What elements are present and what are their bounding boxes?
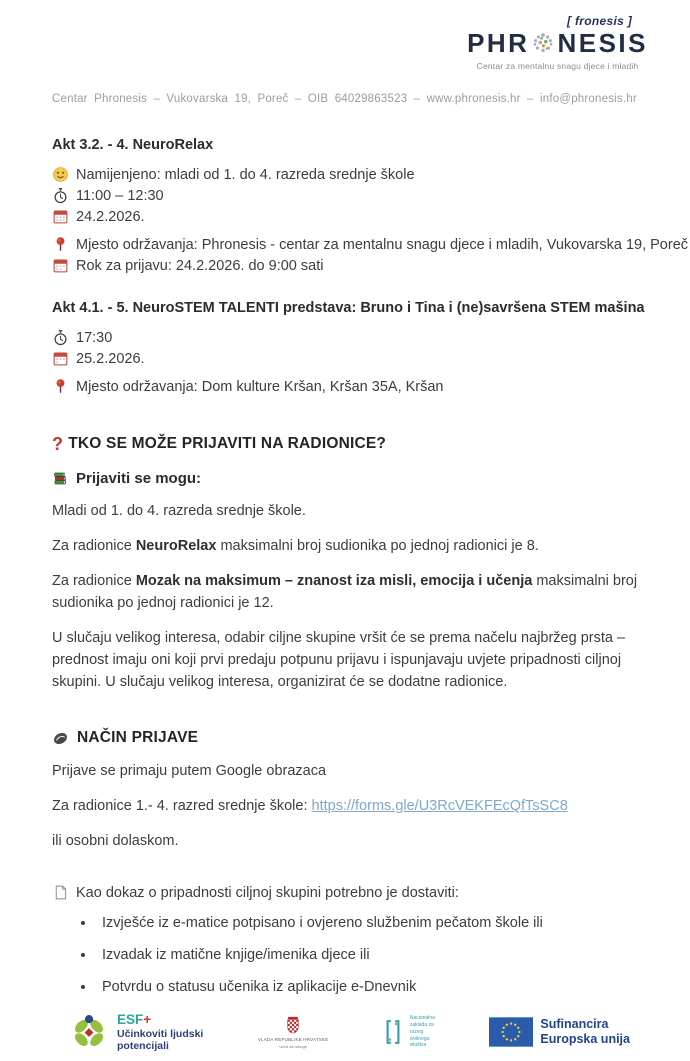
document-icon [52,884,69,901]
logo-name-right: NESIS [557,28,648,58]
list-item: • Izvadak iz matične knjige/imenika djece ili [96,947,648,963]
calendar-icon [52,208,69,225]
esf-logo [68,1011,203,1053]
event1-deadline-row [52,257,648,274]
croatia-govt-logo [258,1015,329,1049]
gov-line2: Ured za udruge [279,1044,307,1050]
clock-icon [52,329,69,346]
esf-flower-icon [68,1011,110,1053]
who-heading [52,435,648,453]
eu-line1: Sufinancira [540,1016,609,1031]
brain-icon [531,31,555,55]
who-p2-post: maksimalni broj sudionika po jednoj radionici je 8. [216,538,539,555]
logo-name [467,30,648,56]
brackets-icon [383,1018,403,1046]
zaklada-line5: društva [409,1042,427,1049]
event2-location: Mjesto održavanja: Dom kulture Kršan, Kršan 35A, Kršan [76,378,444,395]
esf-line2: potencijali [117,1040,169,1053]
calendar-icon [52,350,69,367]
calendar-icon [52,257,69,274]
apply-paragraph-2 [52,795,648,817]
esf-label [117,1012,203,1053]
who-paragraph-2 [52,535,648,557]
footer-logos [52,1011,648,1061]
esf-abbr-text: ESF [117,1011,144,1027]
list-item: • Potvrdu o statusu učenika iz aplikacije e-Dnevnik [96,979,648,995]
esf-line1: Učinkoviti ljudski [117,1027,204,1040]
zaklada-line2: zaklada za [409,1022,434,1029]
event1-audience: Namijenjeno: mladi od 1. do 4. razreda srednje škole [76,166,415,183]
apply-heading [52,729,648,747]
logo-bracket-text: [ fronesis ] [567,14,632,28]
event1-audience-row [52,166,648,183]
docs-intro-text: Kao dokaz o pripadnosti ciljnoj skupini potrebno je dostaviti: [76,884,459,901]
apply-paragraph-3: ili osobni dolaskom. [52,833,179,850]
zaklada-label [410,1015,435,1049]
who-subheading-text: Prijaviti se mogu: [76,470,202,487]
event1-time: 11:00 – 12:30 [76,187,164,204]
google-forms-link[interactable]: https://forms.gle/U3RcVEKFEcQfTsSC8 [311,798,568,815]
event2-location-row [52,378,648,395]
eu-line2: Europska unija [540,1032,630,1047]
question-icon: ? [52,434,64,454]
zaklada-line4: civilnoga [409,1035,430,1042]
books-icon [52,470,69,487]
contact-line: Centar Phronesis – Vukovarska 19, Poreč – OIB 64029863523 – www.phronesis.hr – info@phronesis.hr [52,93,637,105]
event1-title: Akt 3.2. - 4. NeuroRelax [52,137,214,153]
who-paragraph-1: Mladi od 1. do 4. razreda srednje škole. [52,503,306,519]
apply-paragraph-1: Prijave se primaju putem Google obrazaca [52,763,327,780]
eu-logo [489,1017,630,1048]
logo-name-left: PHR [467,28,530,58]
croatia-coat-icon [285,1015,301,1035]
who-p3-bold: Mozak na maksimum – znanost iza misli, emocija i učenja [135,573,533,590]
who-heading-text: TKO SE MOŽE PRIJAVITI NA RADIONICE? [68,435,387,452]
who-subheading [52,470,648,487]
zaklada-line3: razvoj [409,1028,424,1035]
gov-line1: VLADA REPUBLIKE HRVATSKE [257,1037,329,1043]
event2-title: Akt 4.1. - 5. NeuroSTEM TALENTI predstava: Bruno i Tina i (ne)savršena STEM mašina [52,300,645,316]
event1-date: 24.2.2026. [76,208,145,225]
eu-flag-icon [489,1017,533,1047]
event2-time-row [52,329,648,346]
esf-abbr [117,1012,203,1028]
list-item: • Izvješće iz e-matice potpisano i ovjereno službenim pečatom škole ili [96,915,648,931]
who-p2-bold: NeuroRelax [135,538,217,555]
event2-date-row [52,350,648,367]
zaklada-line1: Nacionalna [409,1015,435,1022]
smiley-icon [52,166,69,183]
zaklada-logo [383,1015,435,1049]
apply-p2-pre: Za radionice 1.- 4. razred srednje škole: [52,798,312,815]
eu-label [540,1017,630,1048]
event1-date-row [52,208,648,225]
clock-icon [52,187,69,204]
pin-icon [52,236,69,253]
event1-location: Mjesto održavanja: Phronesis - centar za mentalnu snagu djece i mladih, Vukovarska 19, Poreč [76,236,689,253]
who-p2-pre: Za radionice [52,538,136,555]
docs-intro-row [52,884,648,901]
who-paragraph-3 [52,570,648,614]
logo-tagline: Centar za mentalnu snagu djece i mladih [476,61,639,71]
who-paragraph-4: U slučaju velikog interesa, odabir ciljne skupine vršit će se prema načelu najbržeg prsta – prednost imaju oni koji prvi predaju potpunu prijavu i ispunjavaju uvjete pripadnosti ciljnoj skupini. U slučaju velikog interesa, organizirat će se dodatne radionice. [52,630,626,691]
event2-time: 17:30 [76,329,113,346]
paperclip-icon [52,730,69,747]
event1-deadline: Rok za prijavu: 24.2.2026. do 9:00 sati [76,257,324,274]
who-p3-post: maksimalni broj sudionika po jednoj radionici je 12. [52,573,638,612]
phronesis-logo [467,14,648,71]
esf-plus: + [143,1011,152,1027]
event1-time-row [52,187,648,204]
event1-location-row [52,236,689,253]
apply-heading-text: NAČIN PRIJAVE [77,729,199,747]
event2-date: 25.2.2026. [76,350,145,367]
docs-list [80,915,648,1011]
who-p3-pre: Za radionice [52,573,136,590]
pin-icon [52,378,69,395]
